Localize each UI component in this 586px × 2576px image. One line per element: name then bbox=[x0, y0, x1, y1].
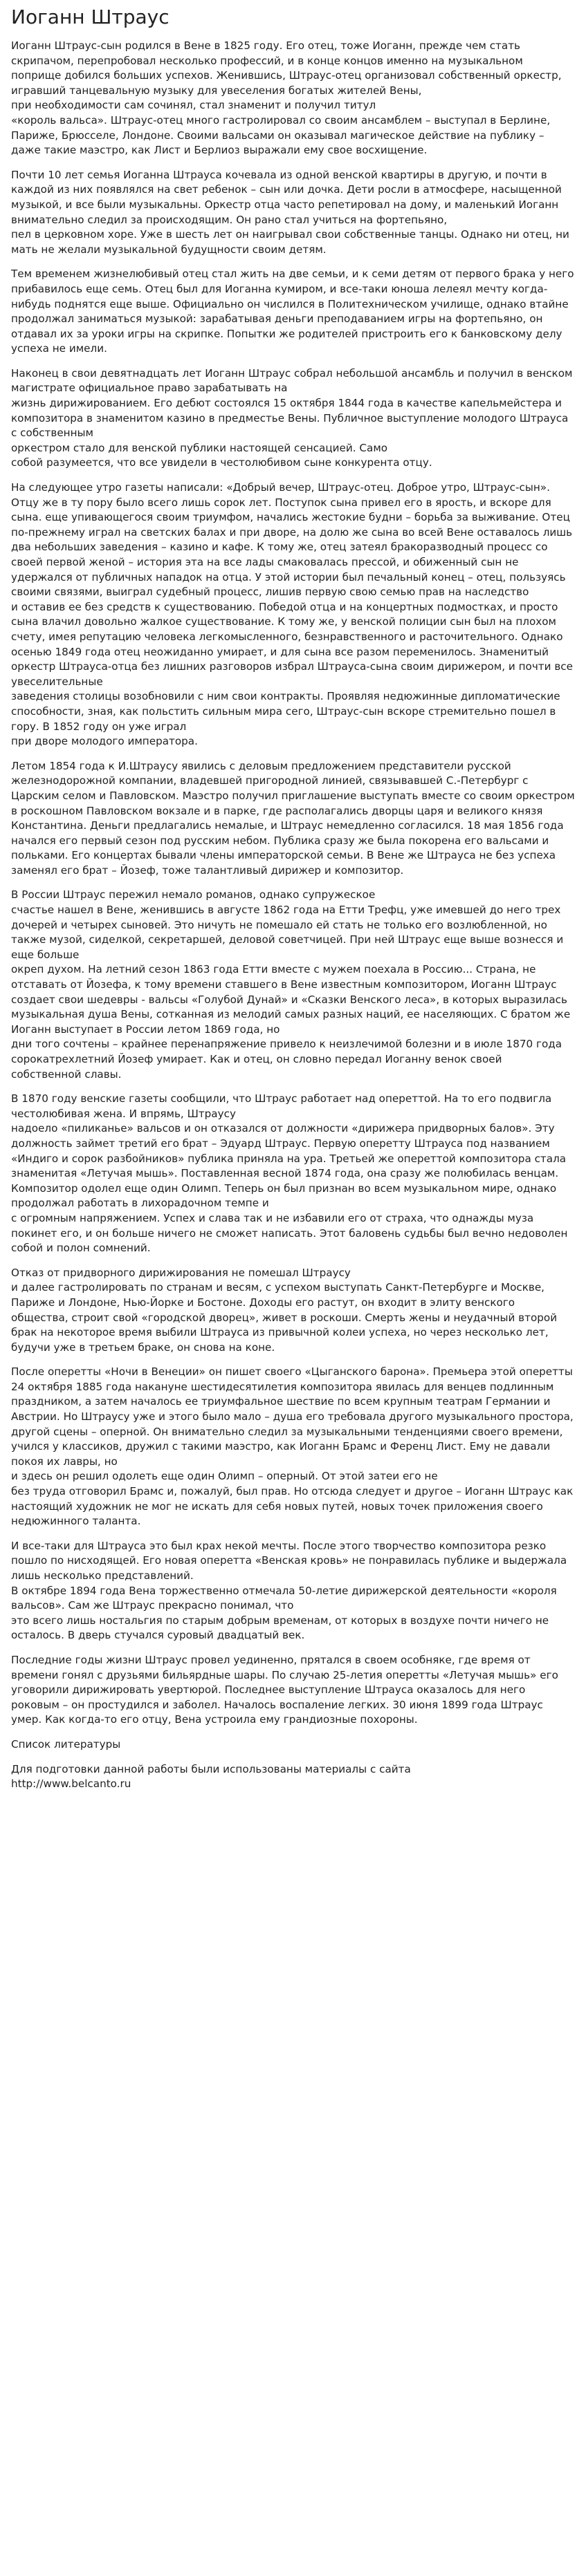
paragraph-9: Отказ от придворного дирижирования не помешал Штраусу и далее гастролировать по странам и весям, с успехом выступать Санкт-Петербурге и Москве, Париже и Лондоне, Нью-Йорке и Бостоне. Доходы его растут, он входит в элиту венского общества, строит свой «городской дворец», живет в роскоши. Смерть жены и неудачный второй брак на некоторое время выбили Штрауса из привычной колеи успеха, но через несколько лет, будучи уже в третьем браке, он снова на коне. bbox=[11, 1266, 558, 1354]
paragraph-4: Наконец в свои девятнадцать лет Иоганн Штраус собрал небольшой ансамбль и получил в венском магистрате официальное право зарабатывать на жизнь дирижированием. Его дебют состоялся 15 октября 1844 года в качестве капельмейстера и композитора в знаменитом казино в предместье Вены. Публичное выступление молодого Штрауса с собственным оркестром стало для венской публики настоящей сенсацией. Само собой разумеется, что все увидели в честолюбивом сыне конкурента отцу. bbox=[11, 366, 573, 469]
paragraph-12: Последние годы жизни Штраус провел уединенно, прятался в своем особняке, где время от времени гонял с друзьями бильярдные шары. По случаю 25-летия оперетты «Летучая мышь» его уговорили дирижировать увертюрой. Последнее выступление Штрауса оказалось для него роковым – он простудился и заболел. Началось воспаление легких. 30 июня 1899 года Штраус умер. Как когда-то его отцу, Вена устроила ему грандиозные похороны. bbox=[11, 1653, 558, 1726]
page-title: Иоганн Штраус bbox=[11, 6, 170, 28]
paragraph-11: И все-таки для Штрауса это был крах некой мечты. После этого творчество композитора резко пошло по нисходящей. Его новая оперетта «Венская кровь» не понравилась публике и выдержала лишь несколько представлений. В октябре 1894 года Вена торжественно отмечала 50-летие дирижерской деятельности «короля вальсов». Сам же Штраус прекрасно понимал, что это всего лишь ностальгия по старым добрым временам, от которых в воздухе почти ничего не осталось. В дверь стучался суровый двадцатый век. bbox=[11, 1539, 567, 1642]
references-heading: Список литературы bbox=[11, 1737, 121, 1751]
paragraph-10: После оперетты «Ночи в Венеции» он пишет своего «Цыганского барона». Премьера этой оперетты 24 октября 1885 года накануне шестидесятилетия композитора явилась для венцев подлинным праздником, а затем началось ее триумфальное шествие по всем крупным театрам Германии и Австрии. Но Штраусу уже и этого было мало – душа его требовала другого музыкального простора, другой сцены – оперной. Он внимательно следил за музыкальными тенденциями своего времени, учился у классиков, дружил с такими маэстро, как Иоганн Брамс и Ференц Лист. Ему не давали покоя их лавры, но и здесь он решил одолеть еще один Олимп – оперный. От этой затеи его не без труда отговорил Брамс и, пожалуй, был прав. Но отсюда следует и другое – Иоганн Штраус как настоящий художник не мог не искать для себя новых путей, новых точек приложения своего недюжинного таланта. bbox=[11, 1365, 574, 1528]
source-link[interactable]: http://www.belcanto.ru bbox=[11, 1777, 131, 1791]
article-body bbox=[11, 39, 575, 1792]
source-note bbox=[11, 1762, 575, 1792]
paragraph-7: В России Штраус пережил немало романов, однако супружеское счастье нашел в Вене, женившись в августе 1862 года на Етти Трефц, уже имевшей до него трех дочерей и четырех сыновей. Это ничуть не помешало ей стать не только его возлюбленной, но также музой, сиделкой, секретаршей, деловой советчицей. При ней Штраус еще выше вознесся и еще больше окреп духом. На летний сезон 1863 года Етти вместе с мужем поехала в Россию... Страна, не отставать от Йозефа, к тому времени ставшего в Вене известным композитором, Иоганн Штраус создает свои шедевры - вальсы «Голубой Дунай» и «Сказки Венского леса», в которых выразилась музыкальная душа Вены, сотканная из мелодий самых разных наций, ее населяющих. С братом же Иоганн выступает в России летом 1869 года, но дни того сочтены – крайнее перенапряжение привело к неизлечимой болезни и в июле 1870 года сорокатрехлетний Йозеф умирает. Как и отец, он словно передал Иоганну венок своей собственной славы. bbox=[11, 888, 571, 1081]
paragraph-1: Иоганн Штраус-сын родился в Вене в 1825 году. Его отец, тоже Иоганн, прежде чем стать скрипачом, перепробовал несколько профессий, и в конце концов именно на музыкальном поприще добился больших успехов. Женившись, Штраус-отец организовал собственный оркестр, игравший танцевальную музыку для увеселения богатых жителей Вены, при необходимости сам сочинял, стал знаменит и получил титул «король вальса». Штраус-отец много гастролировал со своим ансамблем – выступал в Берлине, Париже, Брюсселе, Лондоне. Своими вальсами он оказывал магическое действие на публику – даже такие маэстро, как Лист и Берлиоз выражали ему свое восхищение. bbox=[11, 39, 562, 157]
paragraph-8: В 1870 году венские газеты сообщили, что Штраус работает над опереттой. На то его подвигла честолюбивая жена. И впрямь, Штраусу надоело «пиликанье» вальсов и он отказался от должности «дирижера придворных балов». Эту должность займет третий его брат – Эдуард Штраус. Первую оперетту Штрауса под названием «Индиго и сорок разбойников» публика приняла на ура. Третьей же опереттой композитора стала знаменитая «Летучая мышь». Поставленная весной 1874 года, она сразу же полюбилась венцам. Композитор одолел еще один Олимп. Теперь он был признан во всем музыкальном мире, однако продолжал работать в лихорадочном темпе и с огромным напряжением. Успех и слава так и не избавили его от страха, что однажды муза покинет его, и он больше ничего не сможет написать. Этот баловень судьбы был вечно недоволен собой и полон сомнений. bbox=[11, 1092, 568, 1255]
paragraph-5: На следующее утро газеты написали: «Добрый вечер, Штраус-отец. Доброе утро, Штраус-сын». Отцу же в ту пору было всего лишь сорок лет. Поступок сына привел его в ярость, и вскоре для сына. еще упивающегося своим триумфом, начались жестокие будни – борьба за выживание. Отец по-прежнему играл на светских балах и при дворе, на долю же сына во всей Вене оставалось лишь два небольших заведения – казино и кафе. К тому же, отец затеял бракоразводный процесс со своей первой женой – история эта на все лады смаковалась прессой, и обиженный сын не удержался от публичных нападок на отца. У этой истории был печальный конец – отец, пользуясь своими связями, выиграл судебный процесс, лишив первую свою семью прав на наследство и оставив ее без средств к существованию. Победой отца и на концертных подмостках, и просто сына влачил довольно жалкое существование. К тому же, у венской полиции сын был на плохом счету, имея репутацию человека легкомысленного, безнравственного и расточительного. Однако осенью 1849 года отец неожиданно умирает, и для сына все разом переменилось. Знаменитый оркестр Штрауса-отца без лишних разговоров избрал Штрауса-сына своим дирижером, и почти все увеселительные заведения столицы возобновили с ним свои контракты. Проявляя недюжинные дипломатические способности, зная, как польстить сильным мира сего, Штраус-сын вскоре стремительно пошел в гору. В 1852 году он уже играл при дворе молодого императора. bbox=[11, 481, 573, 748]
paragraph-2: Почти 10 лет семья Иоганна Штрауса кочевала из одной венской квартиры в другую, и почти в каждой из них появлялся на свет ребенок – сын или дочка. Дети росли в атмосфере, насыщенной музыкой, и все были музыкальны. Оркестр отца часто репетировал на дому, и маленький Иоганн внимательно следил за происходящим. Он рано стал учиться на фортепьяно, пел в церковном хоре. Уже в шесть лет он наигрывал свои собственные танцы. Однако ни отец, ни мать не желали музыкальной будущности своим детям. bbox=[11, 168, 569, 256]
paragraph-6: Летом 1854 года к И.Штраусу явились с деловым предложением представители русской железнодорожной компании, владевшей пригородной линией, связывавшей С.-Петербург с Царским селом и Павловском. Маэстро получил приглашение выступать вместе со своим оркестром в роскошном Павловском вокзале и в парке, где располагались дворцы царя и великого князя Константина. Деньги предлагались немалые, и Штраус немедленно согласился. 18 мая 1856 года начался его первый сезон под русским небом. Публика сразу же была покорена его вальсами и польками. Его концертах бывали члены императорской семьи. В Вене же Штрауса не без успеха заменял его брат – Йозеф, тоже талантливый дирижер и композитор. bbox=[11, 759, 575, 877]
source-note-text: Для подготовки данной работы были использованы материалы с сайта bbox=[11, 1762, 411, 1775]
paragraph-3: Тем временем жизнелюбивый отец стал жить на две семьи, и к семи детям от первого брака у него прибавилось еще семь. Отец был для Иоганна кумиром, и все-таки юноша лелеял мечту когда-нибудь поднятся еще выше. Официально он числился в Политехническом училище, однако втайне продолжал заниматься музыкой: зарабатывая деньги преподаванием игры на фортепьяно, он отдавал их за уроки игры на скрипке. Попытки же родителей пристроить его к банковскому делу успеха не имели. bbox=[11, 268, 574, 355]
